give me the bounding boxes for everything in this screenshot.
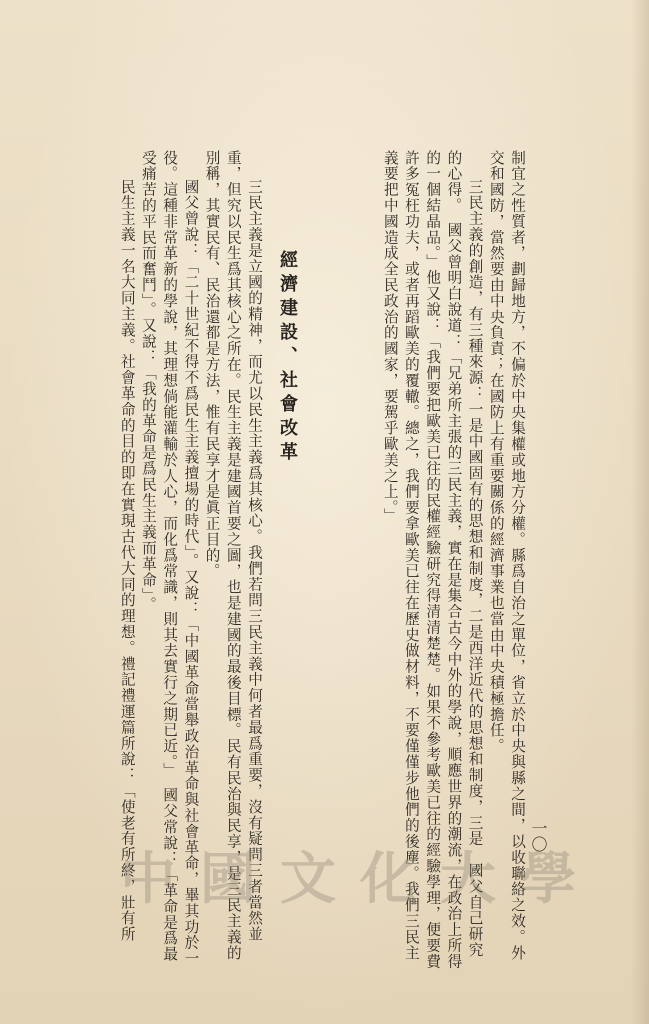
section-heading: 經濟建設、社會改革	[277, 250, 298, 466]
paragraph-origins: 三民主義的創造，有三種來源：一是中國固有的思想和制度，二是西洋近代的思想和制度，三是 國父自己研究的心得。 國父曾明白說道：「兄弟所主張的三民主義，實在是集合古今中外的學說，順應世界的潮流，在政治上所得的一個結晶品。」他又說：「我們要把歐美已往的民權經驗研究得清清楚楚。如果不參考歐美已往的經驗學理，便要費許多冤枉功夫，或者再蹈歐美的覆轍。總之，我們要拿歐美已往在歷史做材料，不要僅僅步他們的後塵。我們三民主義要把中國造成全民政治的國家，要駕乎歐美之上。」	[381, 150, 484, 970]
watermark-char: 大	[440, 846, 500, 912]
watermark-char: 中	[120, 846, 180, 912]
page-edge-shadow	[631, 0, 649, 1024]
text-column-right	[317, 150, 528, 970]
text-column-left	[118, 150, 265, 970]
paragraph-continuation: 制宜之性質者，劃歸地方，不偏於中央集權或地方分權。縣爲自治之單位，省立於中央與縣之間，以收聯絡之效。外交和國防，當然要由中央負責；在國防上有重要關係的經濟事業也當由中央積極擔任。	[487, 150, 526, 961]
watermark-char: 文	[280, 846, 340, 912]
watermark-char: 化	[360, 846, 420, 912]
paragraph-father-quotes: 國父曾說：「二十世紀不得不爲民生主義擅場的時代」。又說：「中國革命當舉政治革命與社會革命，畢其功於一役。這種非常革新的學說，其理想倘能灌輸於人心，而化爲常識，則其去實行之期已近。」 國父常說：「革命是爲最受痛苦的平民而奮鬥」。又說：「我的革命是爲民生主義而革命」。	[139, 150, 200, 967]
page-number: 一〇	[529, 820, 548, 852]
paragraph-livelihood-core: 三民主義是立國的精神，而尤以民生主義爲其核心。我們若問三民主義中何者最爲重要，沒有疑問三者當然並重，但究以民生爲其核心之所在。民生主義是建國首要之圖，也是建國的最後目標。民有民治與民享，是三民主義的別稱，其實民有、民治還都是方法，惟有民享才是眞正目的。	[203, 150, 263, 961]
watermark-char: 學	[520, 846, 580, 912]
paragraph-datong: 民生主義一名大同主義。社會革命的目的即在實現古代大同的理想。禮記禮運篇所說：「使老有所終，壯有所	[118, 179, 136, 943]
watermark-char: 國	[200, 846, 260, 912]
